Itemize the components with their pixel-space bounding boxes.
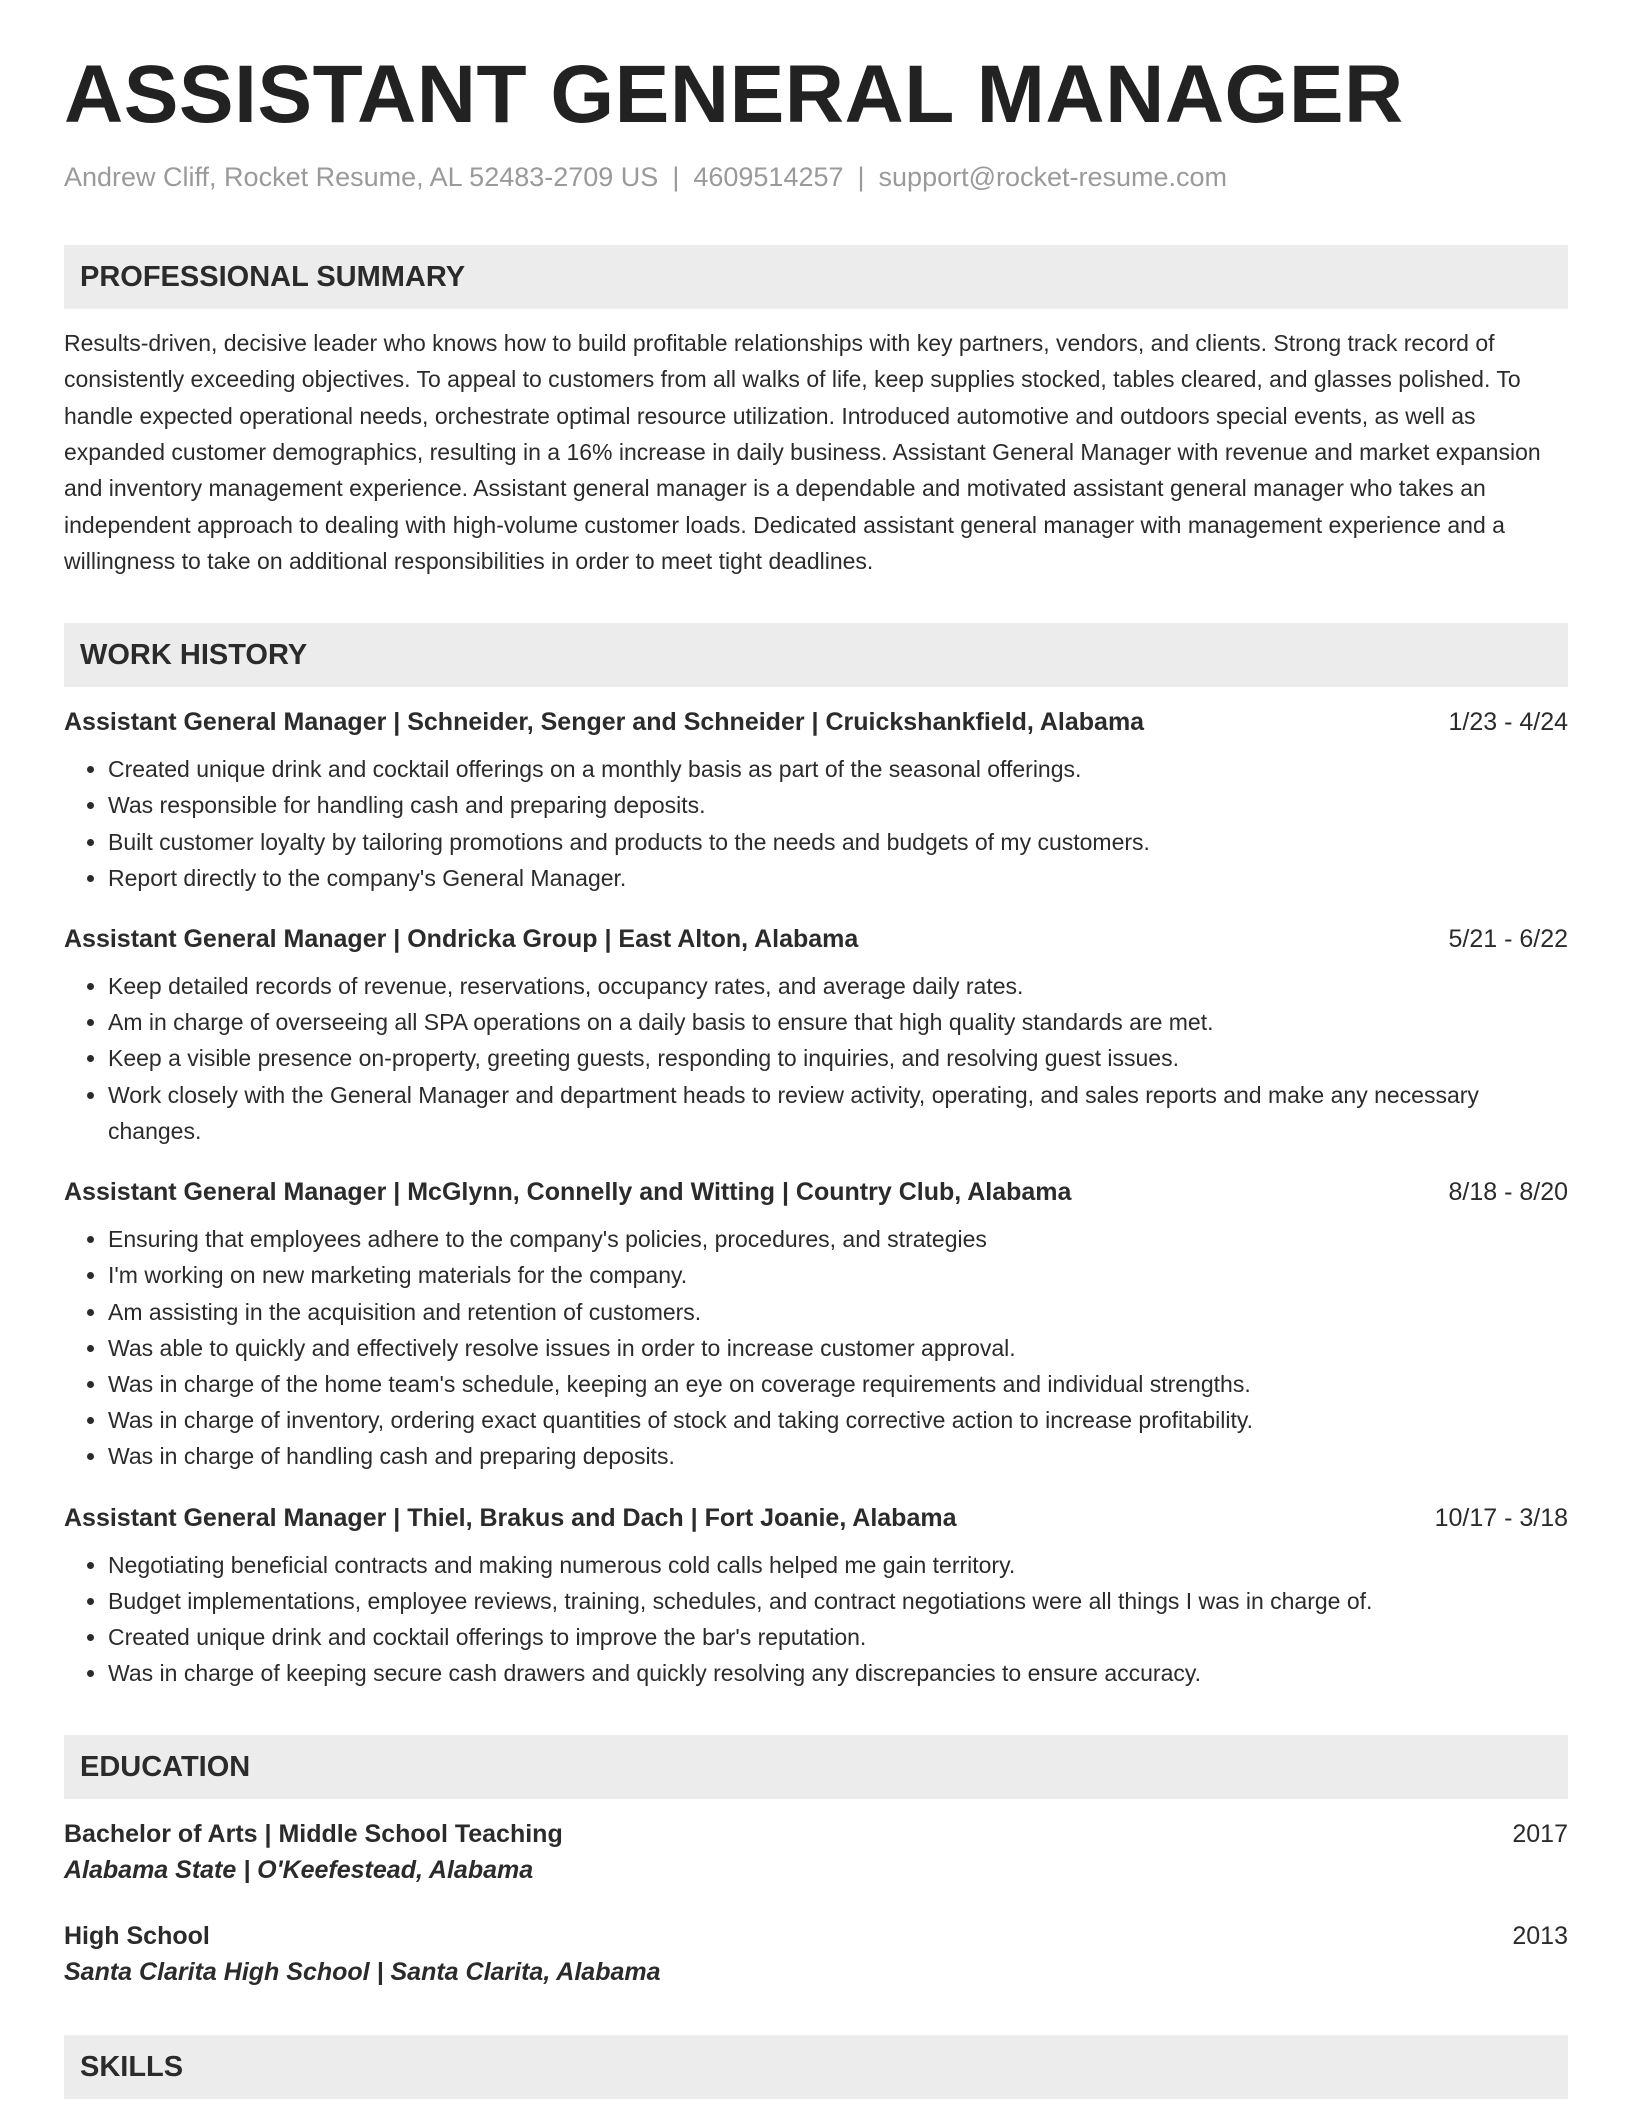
- summary-text: Results-driven, decisive leader who knows how to build profitable relationships with key partners, vendors, and clients. Strong track record of consistently exceeding objectives. To appeal to customers from all walks of life, keep supplies stocked, tables cleared, and glasses polished. To handle expected operational needs, orchestrate optimal resource utilization. Introduced automotive and outdoors special events, as well as expanded customer demographics, resulting in a 16% increase in daily business. Assistant General Manager with revenue and market expansion and inventory management experience. Assistant general manager is a dependable and motivated assistant general manager who takes an independent approach to dealing with high-volume customer loads. Dedicated assistant general manager with management experience and a willingness to take on additional responsibilities in order to meet tight deadlines.: [64, 330, 1541, 574]
- job-bullets: [64, 1547, 1568, 1692]
- job-bullet: • Am assisting in the acquisition and retention of customers.: [108, 1294, 1568, 1330]
- resume-title: ASSISTANT GENERAL MANAGER: [64, 49, 1404, 140]
- job-header: [64, 1501, 1568, 1535]
- job-bullet: • Negotiating beneficial contracts and making numerous cold calls helped me gain territory.: [108, 1547, 1568, 1583]
- job-bullet: • Created unique drink and cocktail offerings on a monthly basis as part of the seasonal offerings.: [108, 751, 1568, 787]
- job-bullets: [64, 751, 1568, 896]
- education-header: [64, 1919, 1568, 1953]
- education-year: 2013: [1512, 1922, 1568, 1951]
- education-school: Alabama State | O'Keefestead, Alabama: [64, 1856, 534, 1885]
- job-title: Assistant General Manager | McGlynn, Connelly and Witting | Country Club, Alabama: [64, 1178, 1072, 1207]
- section-header-education: EDUCATION: [64, 1735, 1568, 1799]
- job-bullet: • Was in charge of keeping secure cash drawers and quickly resolving any discrepancies to ensure accuracy.: [108, 1655, 1568, 1691]
- job-dates: 8/18 - 8/20: [1448, 1178, 1568, 1207]
- job-bullet: • Work closely with the General Manager and department heads to review activity, operating, and sales reports and make any necessary changes.: [108, 1077, 1568, 1149]
- job-bullet: • Created unique drink and cocktail offerings to improve the bar's reputation.: [108, 1619, 1568, 1655]
- contact-line: [64, 162, 1568, 193]
- job-dates: 10/17 - 3/18: [1434, 1503, 1568, 1532]
- job-bullet: • Was in charge of handling cash and preparing deposits.: [108, 1438, 1568, 1474]
- contact-separator: |: [672, 162, 680, 193]
- job-title: Assistant General Manager | Schneider, Senger and Schneider | Cruickshankfield, Alabama: [64, 708, 1145, 737]
- education-entry: [64, 1817, 1568, 1889]
- education-header: [64, 1817, 1568, 1851]
- job-bullet: • Was able to quickly and effectively resolve issues in order to increase customer approval.: [108, 1330, 1568, 1366]
- job-bullet: • Keep a visible presence on-property, greeting guests, responding to inquiries, and resolving guest issues.: [108, 1040, 1568, 1076]
- contact-email: support@rocket-resume.com: [878, 162, 1228, 193]
- contact-separator: |: [857, 162, 865, 193]
- job-bullet: • Budget implementations, employee reviews, training, schedules, and contract negotiations were all things I was in charge of.: [108, 1583, 1568, 1619]
- job-header: [64, 922, 1568, 956]
- education-year: 2017: [1512, 1820, 1568, 1849]
- education-entry: [64, 1919, 1568, 1991]
- job-bullets: [64, 1221, 1568, 1474]
- section-header-skills: SKILLS: [64, 2035, 1568, 2099]
- job-entry: [64, 1175, 1568, 1474]
- job-bullet: • Ensuring that employees adhere to the company's policies, procedures, and strategies: [108, 1221, 1568, 1257]
- job-bullet: • Was responsible for handling cash and preparing deposits.: [108, 787, 1568, 823]
- education-school: Santa Clarita High School | Santa Clarita, Alabama: [64, 1958, 661, 1987]
- job-entry: [64, 922, 1568, 1149]
- job-bullet: • I'm working on new marketing materials for the company.: [108, 1257, 1568, 1293]
- job-entry: [64, 705, 1568, 896]
- job-bullet: • Was in charge of inventory, ordering exact quantities of stock and taking corrective action to increase profitability.: [108, 1402, 1568, 1438]
- job-bullet: • Keep detailed records of revenue, reservations, occupancy rates, and average daily rates.: [108, 968, 1568, 1004]
- section-header-work-history: WORK HISTORY: [64, 623, 1568, 687]
- job-entry: [64, 1501, 1568, 1692]
- contact-phone: 4609514257: [693, 162, 844, 193]
- job-bullet: • Am in charge of overseeing all SPA operations on a daily basis to ensure that high quality standards are met.: [108, 1004, 1568, 1040]
- job-bullet: • Built customer loyalty by tailoring promotions and products to the needs and budgets of my customers.: [108, 824, 1568, 860]
- job-header: [64, 1175, 1568, 1209]
- job-bullet: • Was in charge of the home team's schedule, keeping an eye on coverage requirements and individual strengths.: [108, 1366, 1568, 1402]
- job-header: [64, 705, 1568, 739]
- job-title: Assistant General Manager | Thiel, Brakus and Dach | Fort Joanie, Alabama: [64, 1503, 957, 1532]
- education-degree: High School: [64, 1922, 210, 1951]
- job-title: Assistant General Manager | Ondricka Group | East Alton, Alabama: [64, 925, 859, 954]
- job-dates: 5/21 - 6/22: [1448, 925, 1568, 954]
- section-header-summary: PROFESSIONAL SUMMARY: [64, 245, 1568, 309]
- contact-address: Andrew Cliff, Rocket Resume, AL 52483-2709 US: [64, 162, 659, 193]
- job-bullets: [64, 968, 1568, 1149]
- job-dates: 1/23 - 4/24: [1448, 708, 1568, 737]
- job-bullet: • Report directly to the company's General Manager.: [108, 860, 1568, 896]
- education-degree: Bachelor of Arts | Middle School Teaching: [64, 1820, 563, 1849]
